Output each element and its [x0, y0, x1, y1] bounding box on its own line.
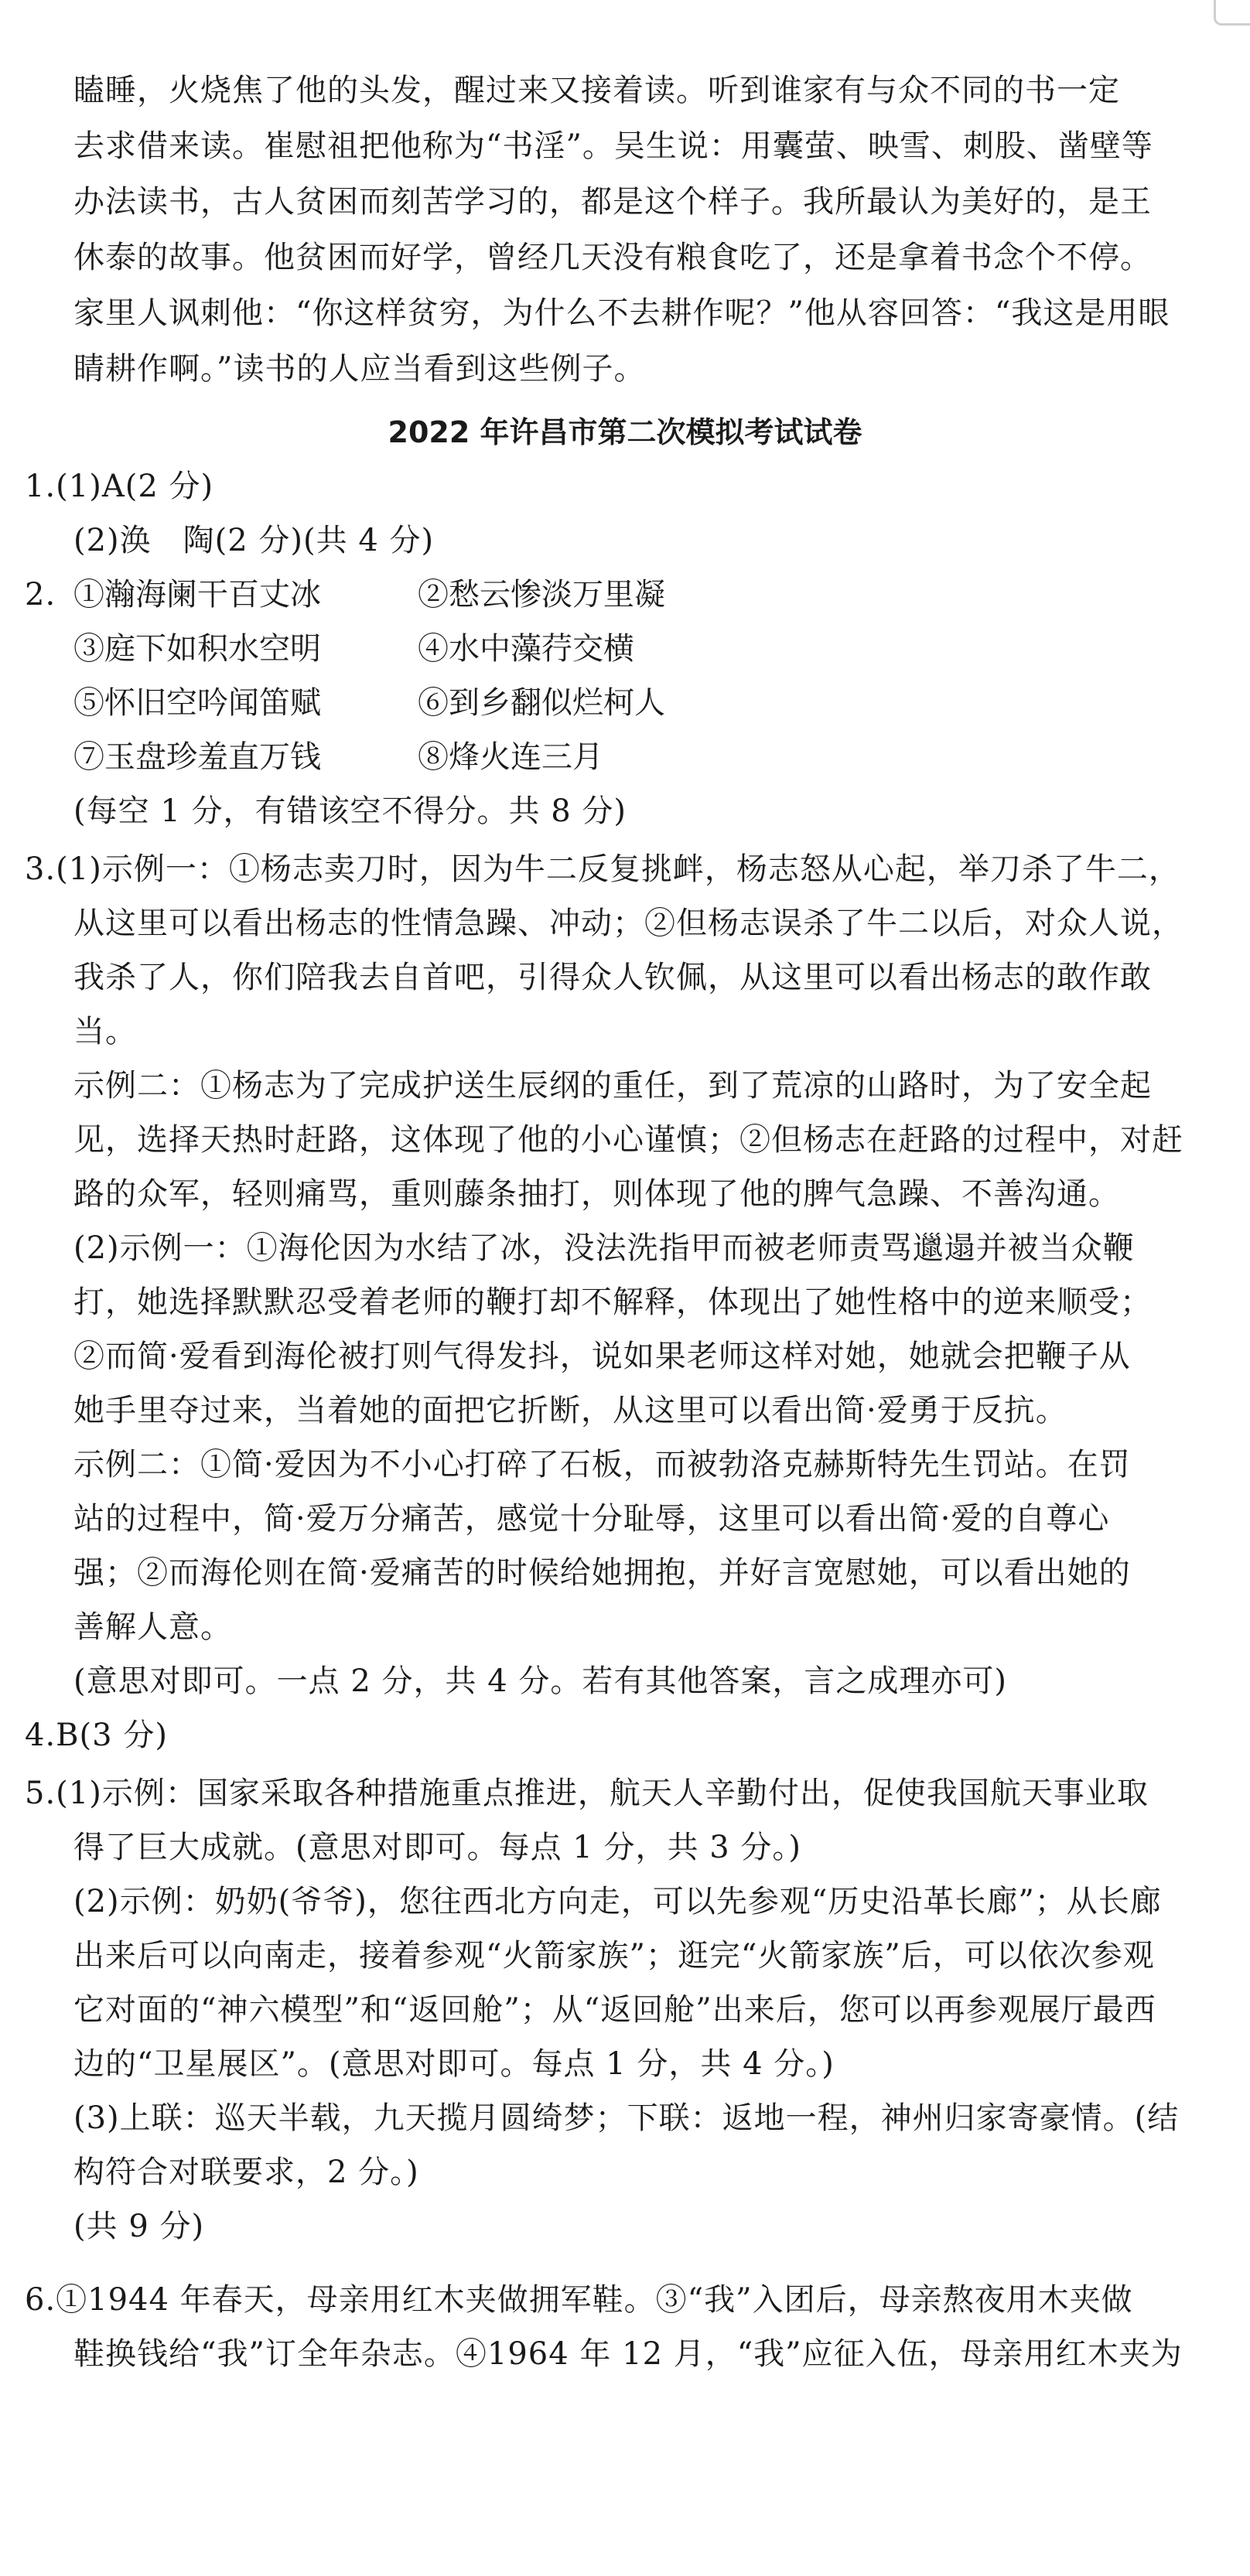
q2-answer-4: ④水中藻荇交横: [418, 631, 634, 667]
q5-line-5: 它对面的“神六模型”和“返回舱”；从“返回舱”出来后，您可以再参观展厅最西: [73, 1992, 1156, 2028]
q3-line-8: (2)示例一：①海伦因为水结了冰，没法洗指甲而被老师责骂邋遢并被当众鞭: [73, 1230, 1135, 1266]
q3-line-10: ②而简·爱看到海伦被打则气得发抖，说如果老师这样对她，她就会把鞭子从: [73, 1339, 1131, 1374]
intro-line-1: 瞌睡，火烧焦了他的头发，醒过来又接着读。听到谁家有与众不同的书一定: [73, 73, 1120, 108]
q5-line-1: 5.(1)示例：国家采取各种措施重点推进，航天人辛勤付出，促使我国航天事业取: [25, 1776, 1149, 1811]
intro-line-4: 休泰的故事。他贫困而好学，曾经几天没有粮食吃了，还是拿着书念个不停。: [73, 240, 1152, 275]
q3-line-15: 善解人意。: [73, 1609, 232, 1645]
q2-answer-7: ⑦玉盘珍羞直万钱: [73, 739, 321, 775]
q5-line-4: 出来后可以向南走，接着参观“火箭家族”；逛完“火箭家族”后，可以依次参观: [73, 1938, 1155, 1974]
intro-line-5: 家里人讽刺他：“你这样贫穷，为什么不去耕作呢？”他从容回答：“我这是用眼: [73, 295, 1170, 331]
q2-answer-6: ⑥到乡翻似烂柯人: [418, 685, 665, 721]
intro-line-2: 去求借来读。崔慰祖把他称为“书淫”。吴生说：用囊萤、映雪、刺股、凿壁等: [73, 128, 1153, 164]
q3-line-14: 强；②而海伦则在简·爱痛苦的时候给她拥抱，并好言宽慰她，可以看出她的: [73, 1555, 1131, 1591]
q3-line-1: 3.(1)示例一：①杨志卖刀时，因为牛二反复挑衅，杨志怒从心起，举刀杀了牛二，: [25, 851, 1180, 887]
q3-line-5: 示例二：①杨志为了完成护送生辰纲的重任，到了荒凉的山路时，为了安全起: [73, 1068, 1152, 1104]
q2-answer-5: ⑤怀旧空吟闻笛赋: [73, 685, 321, 721]
q1-line-1: 1.(1)A(2 分): [25, 469, 214, 504]
q2-number: 2.: [25, 577, 56, 612]
q6-line-2: 鞋换钱给“我”订全年杂志。④1964 年 12 月，“我”应征入伍，母亲用红木夹为: [73, 2336, 1183, 2372]
q3-line-11: 她手里夺过来，当着她的面把它折断，从这里可以看出简·爱勇于反抗。: [73, 1393, 1067, 1428]
q2-answer-1: ①瀚海阑干百丈冰: [73, 577, 321, 612]
q3-line-6: 见，选择天热时赶路，这体现了他的小心谨慎；②但杨志在赶路的过程中，对赶: [73, 1122, 1183, 1158]
q3-line-3: 我杀了人，你们陪我去自首吧，引得众人钦佩，从这里可以看出杨志的敢作敢: [73, 960, 1152, 995]
q3-line-7: 路的众军，轻则痛骂，重则藤条抽打，则体现了他的脾气急躁、不善沟通。: [73, 1176, 1120, 1212]
q1-line-2: (2)涣 陶(2 分)(共 4 分): [73, 523, 435, 558]
q2-note: (每空 1 分，有错该空不得分。共 8 分): [73, 793, 627, 829]
q3-line-9: 打，她选择默默忍受着老师的鞭打却不解释，体现出了她性格中的逆来顺受；: [73, 1285, 1152, 1320]
intro-line-6: 睛耕作啊。”读书的人应当看到这些例子。: [73, 351, 646, 387]
q5-line-7: (3)上联：巡天半载，九天揽月圆绮梦；下联：返地一程，神州归家寄豪情。(结: [73, 2100, 1180, 2136]
q2-answer-8: ⑧烽火连三月: [418, 739, 603, 775]
q5-line-8: 构符合对联要求，2 分。): [73, 2155, 419, 2190]
q6-line-1: 6.①1944 年春天，母亲用红木夹做拥军鞋。③“我”入团后，母亲熬夜用木夹做: [25, 2282, 1133, 2318]
q3-line-16: (意思对即可。一点 2 分，共 4 分。若有其他答案，言之成理亦可): [73, 1663, 1007, 1699]
q5-line-3: (2)示例：奶奶(爷爷)，您往西北方向走，可以先参观“历史沿革长廊”；从长廊: [73, 1884, 1162, 1919]
q5-line-6: 边的“卫星展区”。(意思对即可。每点 1 分，共 4 分。): [73, 2046, 835, 2082]
q3-line-12: 示例二：①简·爱因为不小心打碎了石板，而被勃洛克赫斯特先生罚站。在罚: [73, 1447, 1131, 1482]
q2-answer-3: ③庭下如积水空明: [73, 631, 321, 667]
q2-answer-2: ②愁云惨淡万里凝: [418, 577, 665, 612]
q5-line-2: 得了巨大成就。(意思对即可。每点 1 分，共 3 分。): [73, 1830, 801, 1865]
section-title: 2022 年许昌市第二次模拟考试试卷: [388, 415, 862, 449]
q3-line-4: 当。: [73, 1014, 137, 1049]
intro-line-3: 办法读书，古人贫困而刻苦学习的，都是这个样子。我所最认为美好的，是王: [73, 184, 1152, 220]
q5-line-9: (共 9 分): [73, 2209, 205, 2244]
q3-line-2: 从这里可以看出杨志的性情急躁、冲动；②但杨志误杀了牛二以后，对众人说，: [73, 906, 1183, 941]
q4-line: 4.B(3 分): [25, 1718, 168, 1753]
page-corner-mark: [1214, 0, 1250, 26]
q3-line-13: 站的过程中，简·爱万分痛苦，感觉十分耻辱，这里可以看出简·爱的自尊心: [73, 1501, 1110, 1537]
